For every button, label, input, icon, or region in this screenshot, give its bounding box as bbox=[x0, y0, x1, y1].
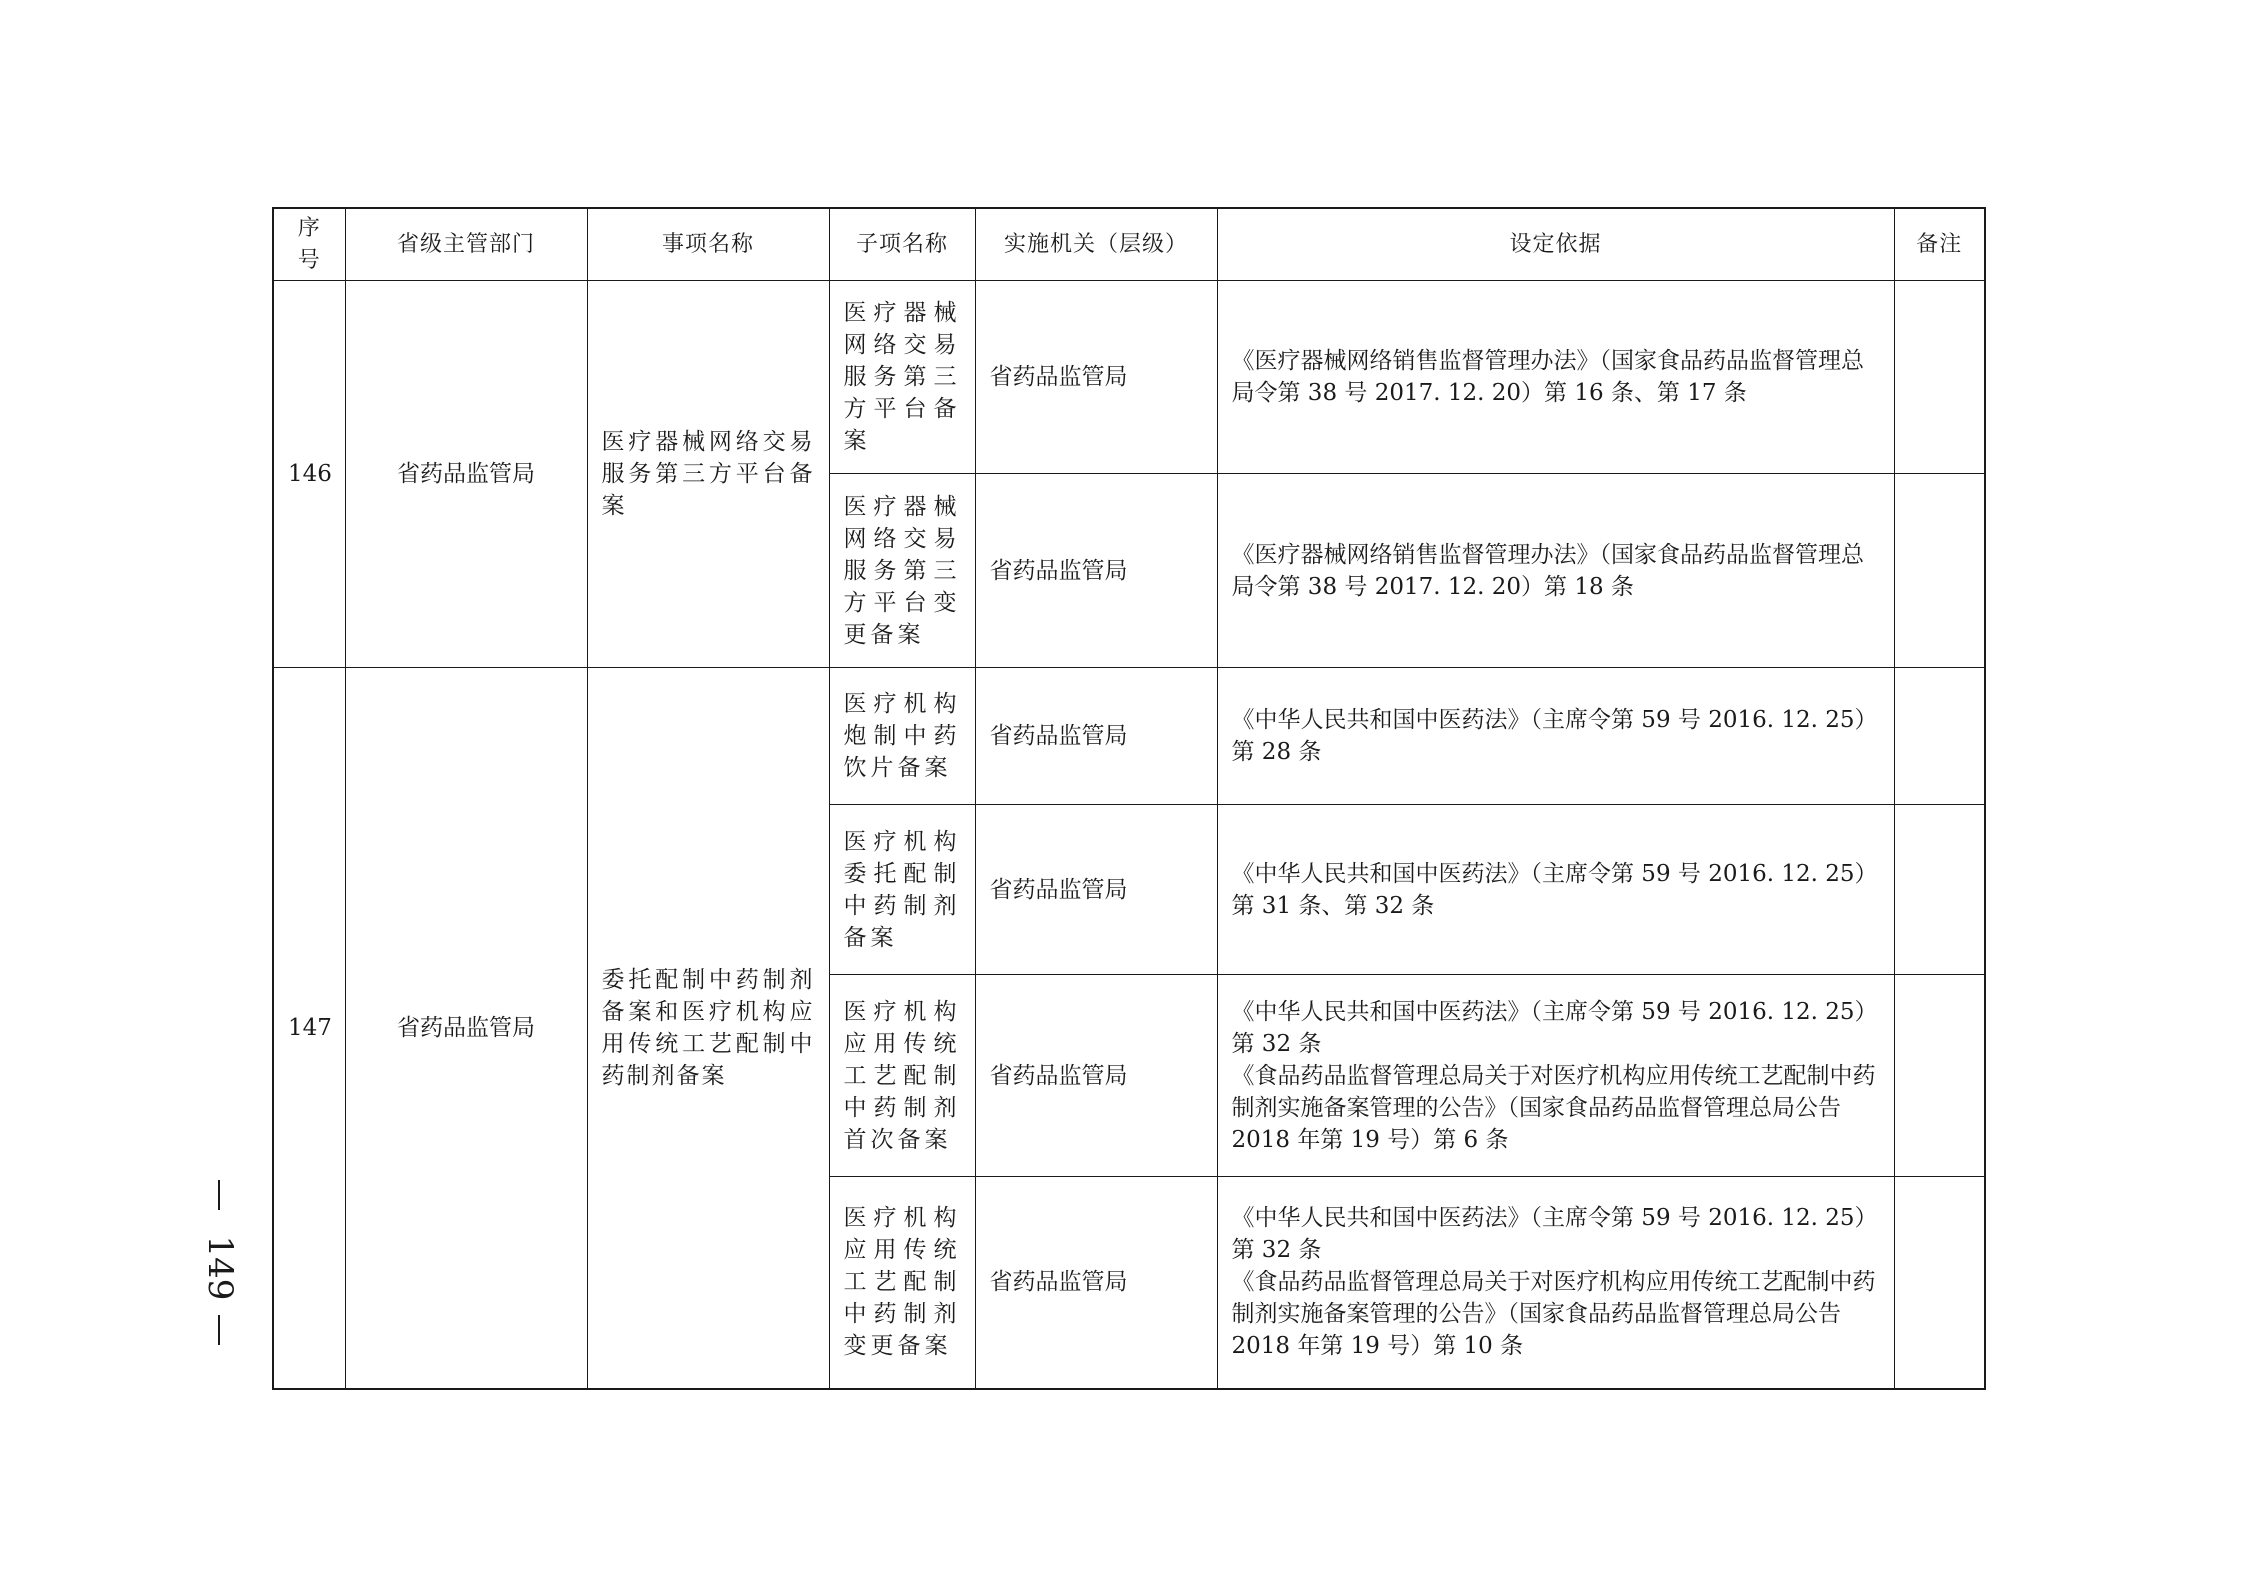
remark-cell bbox=[1894, 975, 1985, 1177]
basis-text: 《中华人民共和国中医药法》（主席令第 59 号 2016. 12. 25）第 32 条 bbox=[1231, 998, 1878, 1057]
basis-text: 《中华人民共和国中医药法》（主席令第 59 号 2016. 12. 25）第 31 条、第 32 条 bbox=[1231, 860, 1878, 919]
header-seq: 序号 bbox=[273, 208, 345, 281]
header-basis: 设定依据 bbox=[1217, 208, 1894, 281]
remark-cell bbox=[1894, 668, 1985, 805]
seq-cell: 147 bbox=[273, 668, 345, 1389]
org-cell: 省药品监管局 bbox=[975, 474, 1217, 668]
basis-text: 《食品药品监督管理总局关于对医疗机构应用传统工艺配制中药制剂实施备案管理的公告》（国家食品药品监督管理总局公告 2018 年第 19 号）第 10 条 bbox=[1231, 1269, 1876, 1360]
basis-cell bbox=[1217, 1177, 1894, 1389]
remark-cell bbox=[1894, 474, 1985, 668]
header-remark: 备注 bbox=[1894, 208, 1985, 281]
item-cell: 委托配制中药制剂备案和医疗机构应用传统工艺配制中药制剂备案 bbox=[587, 668, 829, 1389]
page-number bbox=[180, 1150, 260, 1370]
remark-cell bbox=[1894, 281, 1985, 474]
basis-text: 《医疗器械网络销售监督管理办法》（国家食品药品监督管理总局令第 38 号 2017. 12. 20）第 16 条、第 17 条 bbox=[1231, 348, 1864, 406]
basis-text: 《医疗器械网络销售监督管理办法》（国家食品药品监督管理总局令第 38 号 2017. 12. 20）第 18 条 bbox=[1231, 541, 1864, 600]
table-row bbox=[273, 281, 1985, 474]
regulatory-table bbox=[272, 207, 1986, 1390]
seq-cell: 146 bbox=[273, 281, 345, 668]
basis-cell bbox=[1217, 805, 1894, 975]
basis-text: 《中华人民共和国中医药法》（主席令第 59 号 2016. 12. 25）第 32 条 bbox=[1231, 1205, 1878, 1264]
header-org: 实施机关（层级） bbox=[975, 208, 1217, 281]
org-cell: 省药品监管局 bbox=[975, 668, 1217, 805]
subitem-cell: 医疗器械网络交易服务第三方平台变更备案 bbox=[829, 474, 975, 668]
basis-cell bbox=[1217, 474, 1894, 668]
basis-cell bbox=[1217, 668, 1894, 805]
header-subitem: 子项名称 bbox=[829, 208, 975, 281]
subitem-cell: 医疗器械网络交易服务第三方平台备案 bbox=[829, 281, 975, 474]
remark-cell bbox=[1894, 1177, 1985, 1389]
page-number-dash bbox=[218, 1180, 220, 1210]
table-row bbox=[273, 668, 1985, 805]
header-row bbox=[273, 208, 1985, 281]
basis-cell bbox=[1217, 975, 1894, 1177]
org-cell: 省药品监管局 bbox=[975, 975, 1217, 1177]
org-cell: 省药品监管局 bbox=[975, 1177, 1217, 1389]
org-cell: 省药品监管局 bbox=[975, 281, 1217, 474]
org-cell: 省药品监管局 bbox=[975, 805, 1217, 975]
dept-cell: 省药品监管局 bbox=[345, 668, 587, 1389]
page-number-dash bbox=[218, 1315, 220, 1345]
basis-text: 《食品药品监督管理总局关于对医疗机构应用传统工艺配制中药制剂实施备案管理的公告》（国家食品药品监督管理总局公告 2018 年第 19 号）第 6 条 bbox=[1231, 1062, 1876, 1153]
subitem-cell: 医疗机构炮制中药饮片备案 bbox=[829, 668, 975, 805]
header-item: 事项名称 bbox=[587, 208, 829, 281]
dept-cell: 省药品监管局 bbox=[345, 281, 587, 668]
subitem-cell: 医疗机构委托配制中药制剂备案 bbox=[829, 805, 975, 975]
item-cell: 医疗器械网络交易服务第三方平台备案 bbox=[587, 281, 829, 668]
page-number-text: 149 bbox=[200, 1235, 240, 1301]
basis-cell bbox=[1217, 281, 1894, 474]
header-dept: 省级主管部门 bbox=[345, 208, 587, 281]
subitem-cell: 医疗机构应用传统工艺配制中药制剂变更备案 bbox=[829, 1177, 975, 1389]
basis-text: 《中华人民共和国中医药法》（主席令第 59 号 2016. 12. 25）第 28 条 bbox=[1231, 707, 1878, 765]
remark-cell bbox=[1894, 805, 1985, 975]
subitem-cell: 医疗机构应用传统工艺配制中药制剂首次备案 bbox=[829, 975, 975, 1177]
